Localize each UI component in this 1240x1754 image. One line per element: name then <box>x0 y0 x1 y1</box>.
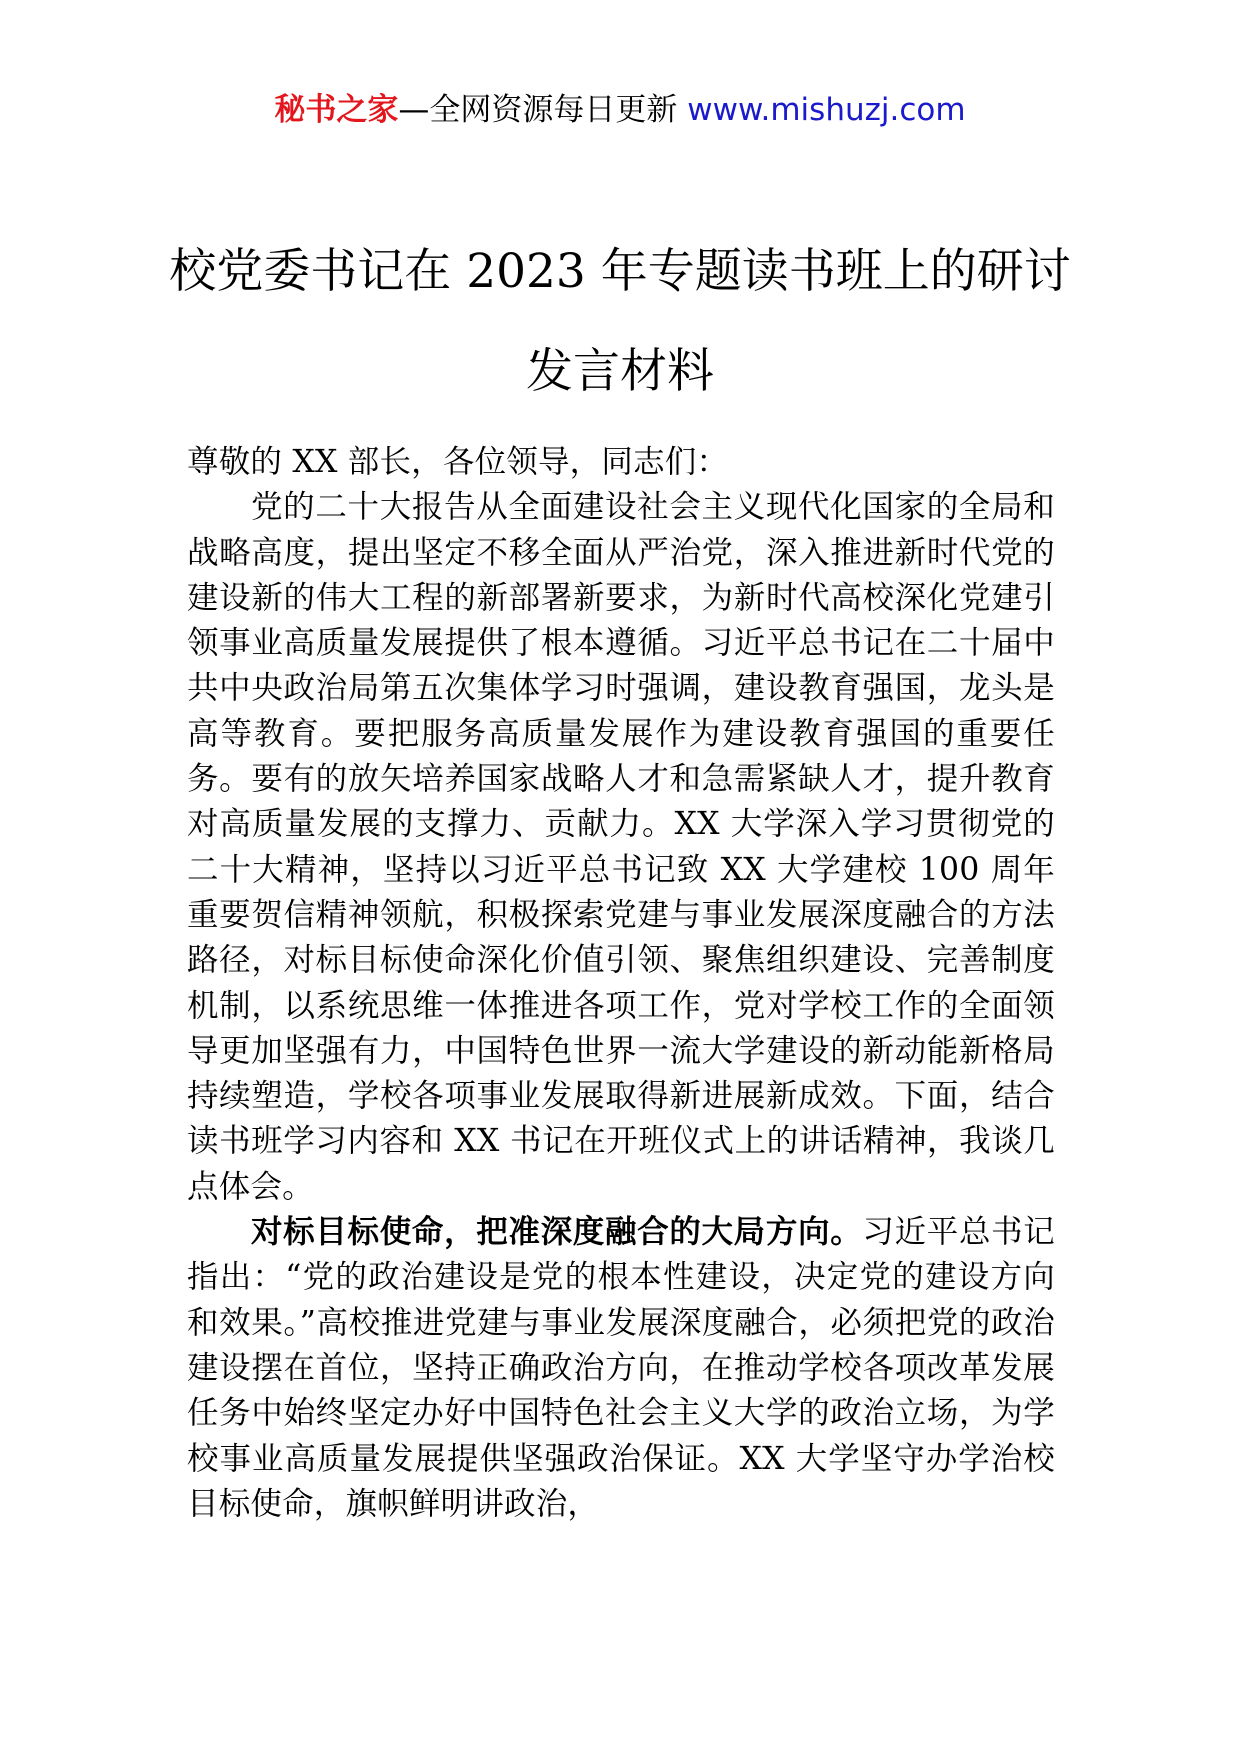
header-url-link[interactable]: www.mishuzj.com <box>687 92 966 128</box>
salutation: 尊敬的 XX 部长，各位领导，同志们： <box>187 444 729 480</box>
document-body <box>187 440 1055 1527</box>
body-paragraph-1: 党的二十大报告从全面建设社会主义现代化国家的全局和战略高度，提出坚定不移全面从严治党，深入推进新时代党的建设新的伟大工程的新部署新要求，为新时代高校深化党建引领事业高质量发展提供了根本遵循。习近平总书记在二十届中共中央政治局第五次集体学习时强调，建设教育强国，龙头是高等教育。要把服务高质量发展作为建设教育强国的重要任务。要有的放矢培养国家战略人才和急需紧缺人才，提升教育对高质量发展的支撑力、贡献力。XX 大学深入学习贯彻党的二十大精神，坚持以习近平总书记致 XX 大学建校 100 周年重要贺信精神领航，积极探索党建与事业发展深度融合的方法路径，对标目标使命深化价值引领、聚焦组织建设、完善制度机制，以系统思维一体推进各项工作，党对学校工作的全面领导更加坚强有力，中国特色世界一流大学建设的新动能新格局持续塑造，学校各项事业发展取得新进展新成效。下面，结合读书班学习内容和 XX 书记在开班仪式上的讲话精神，我谈几点体会。 <box>187 489 1055 1205</box>
site-header-banner <box>0 90 1240 130</box>
body-paragraph-2 <box>187 1210 1055 1527</box>
header-brand: 秘书之家 <box>274 92 399 128</box>
document-title <box>160 222 1080 422</box>
paragraph-2-body: 习近平总书记指出：“党的政治建设是党的根本性建设，决定党的建设方向和效果。”高校推进党建与事业发展深度融合，必须把党的政治建设摆在首位，坚持正确政治方向，在推动学校各项改革发展任务中始终坚定办好中国特色社会主义大学的政治立场，为学校事业高质量发展提供坚强政治保证。XX 大学坚守办学治校目标使命，旗帜鲜明讲政治， <box>187 1214 1055 1522</box>
document-title-line2: 发言材料 <box>526 344 714 399</box>
header-tagline: —全网资源每日更新 <box>398 92 678 128</box>
paragraph-2-lead-heading: 对标目标使命，把准深度融合的大局方向。 <box>251 1214 863 1251</box>
document-title-line1: 校党委书记在 2023 年专题读书班上的研讨 <box>169 244 1071 299</box>
